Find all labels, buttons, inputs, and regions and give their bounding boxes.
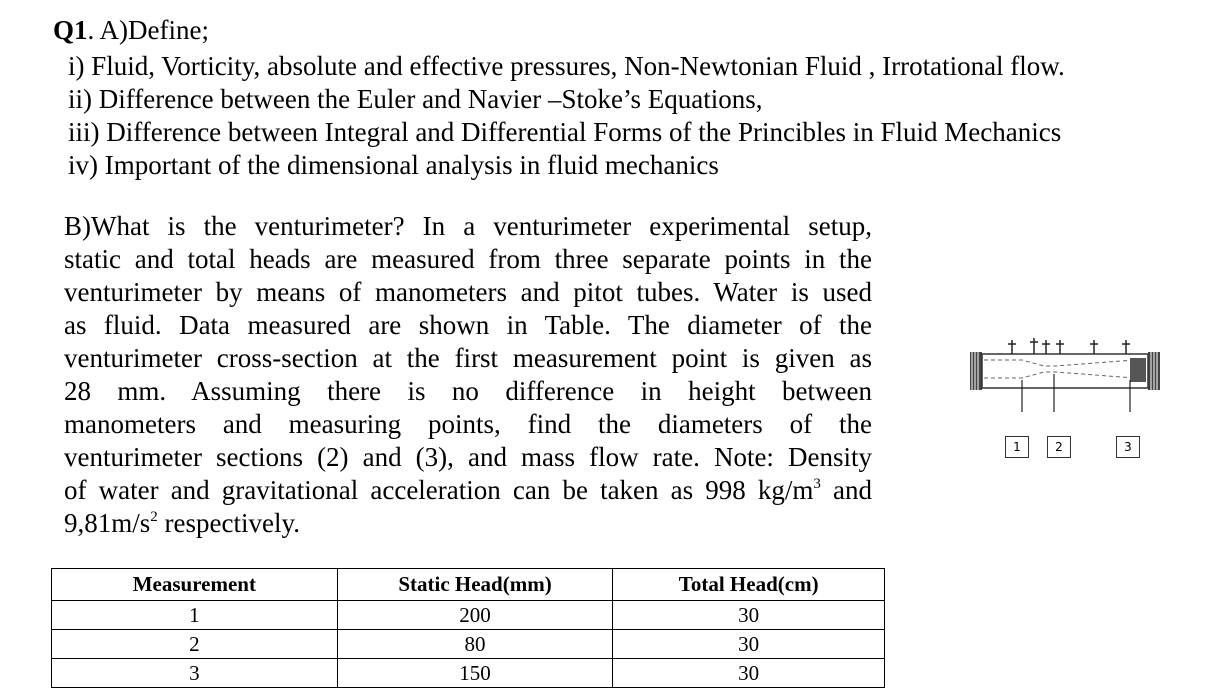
measurement-point-3-label: 3 (1116, 436, 1140, 458)
paragraph-line-gravity (64, 507, 872, 540)
density-text: of water and gravitational acceleration can be taken as 998 kg/m (64, 475, 814, 505)
cell-static-head: 150 (337, 659, 613, 688)
outlet-block (1130, 358, 1146, 382)
definition-list (68, 50, 1065, 182)
density-exponent: 3 (813, 476, 821, 492)
paragraph-line: venturimeter sections (2) and (3), and mass flow rate. Note: Density (64, 442, 872, 472)
gravity-text-end: respectively. (157, 508, 300, 538)
header-static-head: Static Head(mm) (337, 569, 613, 601)
definition-item: iii) Difference between Integral and Differential Forms of the Princibles in Fluid Mechanics (68, 117, 1062, 147)
question-heading (53, 17, 209, 44)
density-text-end: and (820, 475, 873, 505)
table-row (52, 630, 885, 659)
measurement-table (51, 568, 885, 688)
gravity-exponent: 2 (150, 509, 158, 525)
definition-item: iv) Important of the dimensional analysis in fluid mechanics (68, 150, 719, 180)
cell-total-head: 30 (613, 659, 885, 688)
table-row (52, 601, 885, 630)
header-measurement: Measurement (52, 569, 338, 601)
table-row (52, 659, 885, 688)
venturi-top-profile (984, 360, 1134, 366)
cell-static-head: 200 (337, 601, 613, 630)
measurement-point-2-label: 2 (1047, 436, 1071, 458)
table-header-row (52, 569, 885, 601)
gravity-text: 9,81m/s (64, 508, 151, 538)
paragraph-line: manometers and measuring points, find the diameters of the (64, 409, 872, 439)
measurement-point-1-label: 1 (1005, 436, 1029, 458)
venturimeter-drawing (964, 330, 1164, 440)
paragraph-line-density (64, 474, 872, 507)
paragraph-line: as fluid. Data measured are shown in Table. The diameter of the (64, 310, 872, 340)
cell-total-head: 30 (613, 601, 885, 630)
question-number: Q1 (53, 15, 88, 45)
paragraph-line: static and total heads are measured from three separate points in the (64, 244, 872, 274)
cell-measurement: 3 (52, 659, 338, 688)
manometer-taps (1008, 338, 1130, 354)
definition-item: i) Fluid, Vorticity, absolute and effective pressures, Non-Newtonian Fluid , Irrotational flow. (68, 51, 1065, 81)
venturi-body (982, 354, 1148, 388)
cell-measurement: 2 (52, 630, 338, 659)
venturi-bottom-profile (984, 372, 1134, 378)
paragraph-line: B)What is the venturimeter? In a venturimeter experimental setup, (64, 211, 872, 241)
paragraph-line: venturimeter by means of manometers and pitot tubes. Water is used (64, 277, 872, 307)
cell-total-head: 30 (613, 630, 885, 659)
point-leader-lines (1022, 374, 1130, 412)
cell-measurement: 1 (52, 601, 338, 630)
header-total-head: Total Head(cm) (613, 569, 885, 601)
paragraph-line: venturimeter cross-section at the first measurement point is given as (64, 343, 872, 373)
definition-item: ii) Difference between the Euler and Navier –Stoke’s Equations, (68, 84, 763, 114)
part-a-heading: . A)Define; (87, 15, 209, 45)
part-b-paragraph (64, 210, 872, 540)
cell-static-head: 80 (337, 630, 613, 659)
venturimeter-diagram (964, 330, 1164, 465)
paragraph-line: 28 mm. Assuming there is no difference in height between (64, 376, 872, 406)
